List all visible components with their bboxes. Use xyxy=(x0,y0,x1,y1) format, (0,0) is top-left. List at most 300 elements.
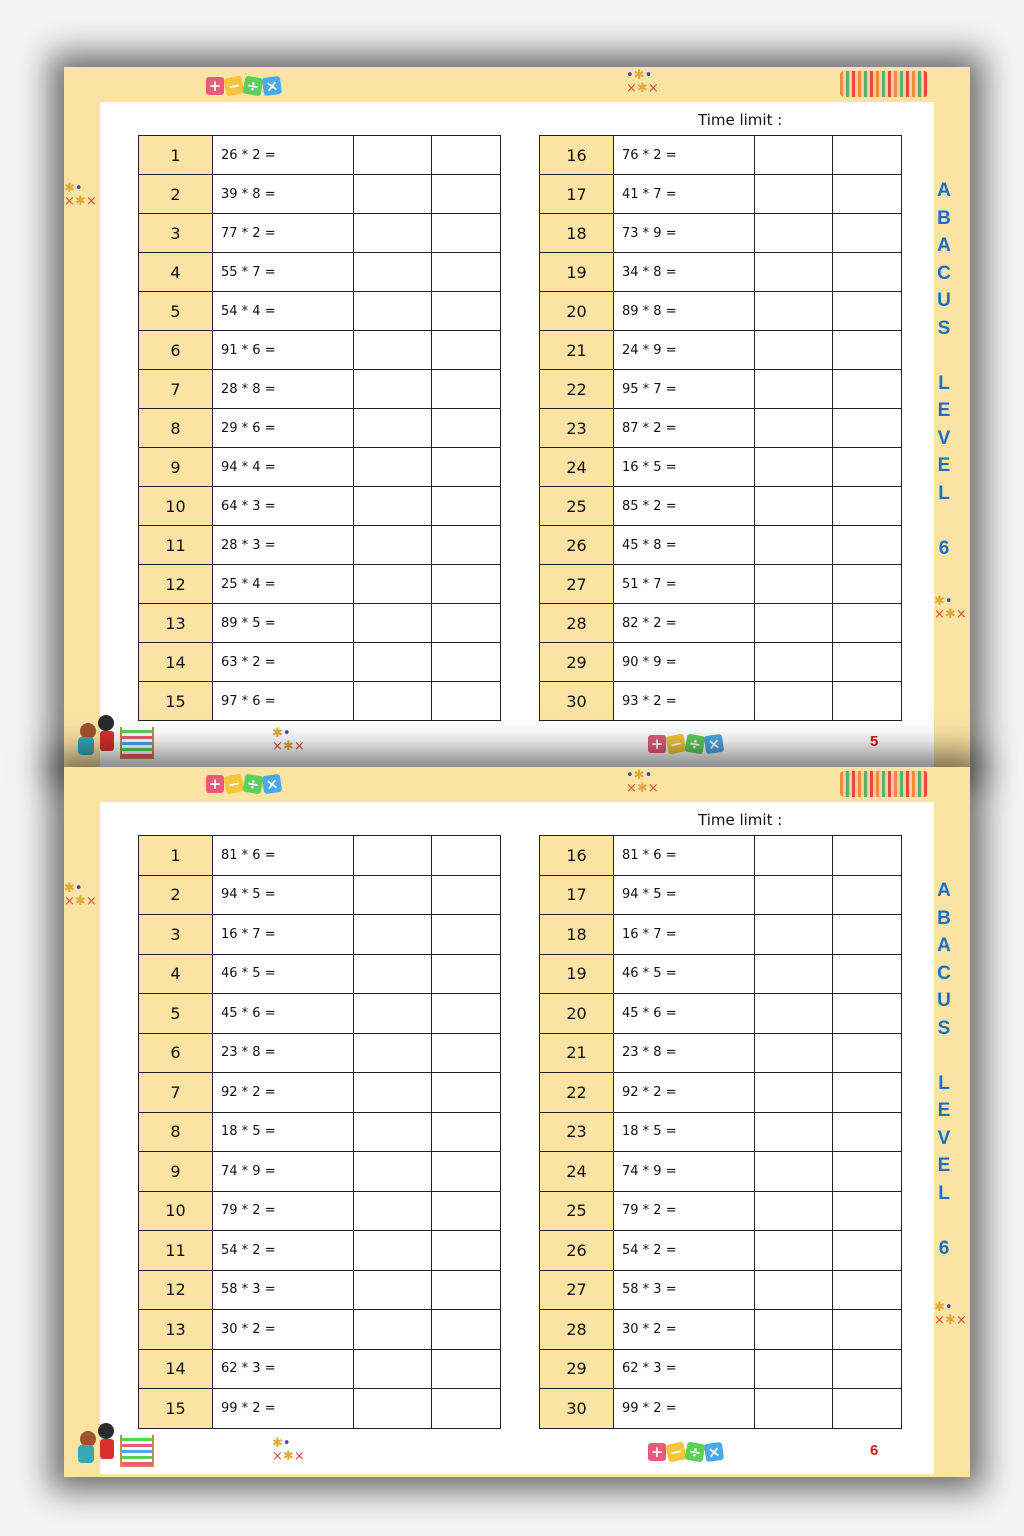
answer-cell[interactable] xyxy=(354,836,432,876)
problem-row xyxy=(139,448,501,487)
problem-number: 6 xyxy=(139,1033,213,1073)
problem-row xyxy=(139,136,501,175)
check-cell[interactable] xyxy=(432,370,501,409)
check-cell[interactable] xyxy=(432,1191,501,1231)
worksheet-content xyxy=(100,102,934,767)
problem-number: 19 xyxy=(540,253,614,292)
answer-cell[interactable] xyxy=(354,370,432,409)
problem-number: 16 xyxy=(540,836,614,876)
problem-number: 5 xyxy=(139,292,213,331)
problem-expression: 64 * 3 = xyxy=(213,487,354,526)
check-cell[interactable] xyxy=(432,1152,501,1192)
problem-number: 10 xyxy=(139,1191,213,1231)
problem-expression: 89 * 8 = xyxy=(614,292,755,331)
check-cell[interactable] xyxy=(432,136,501,175)
problem-row xyxy=(139,1033,501,1073)
problem-row xyxy=(540,1073,902,1113)
problem-table-right xyxy=(539,835,902,1429)
kids-abacus-illustration xyxy=(70,715,154,759)
problem-row xyxy=(540,875,902,915)
answer-cell[interactable] xyxy=(354,1231,432,1271)
check-cell[interactable] xyxy=(432,1073,501,1113)
side-label-letter: V xyxy=(937,427,951,449)
problem-number: 12 xyxy=(139,1270,213,1310)
problem-row xyxy=(540,1349,902,1389)
check-cell[interactable] xyxy=(432,682,501,721)
sparkle-icon: ✱• ×✱× xyxy=(64,181,97,209)
problem-expression: 73 * 9 = xyxy=(614,214,755,253)
problem-expression: 94 * 4 = xyxy=(213,448,354,487)
check-cell[interactable] xyxy=(432,175,501,214)
problem-expression: 99 * 2 = xyxy=(614,1389,755,1429)
problem-row xyxy=(139,253,501,292)
problem-expression: 79 * 2 = xyxy=(614,1191,755,1231)
check-cell[interactable] xyxy=(833,565,902,604)
problem-number: 27 xyxy=(540,565,614,604)
problem-number: 3 xyxy=(139,214,213,253)
answer-cell[interactable] xyxy=(755,565,833,604)
problem-row xyxy=(540,409,902,448)
worksheet-content xyxy=(100,802,934,1474)
check-cell[interactable] xyxy=(833,487,902,526)
check-cell[interactable] xyxy=(833,1112,902,1152)
problem-table-right xyxy=(539,135,902,721)
problem-row xyxy=(139,915,501,955)
problem-number: 1 xyxy=(139,836,213,876)
problem-row xyxy=(540,1033,902,1073)
check-cell[interactable] xyxy=(432,1310,501,1350)
answer-cell[interactable] xyxy=(354,1073,432,1113)
problem-number: 17 xyxy=(540,175,614,214)
side-label-letter: L xyxy=(938,1182,950,1204)
check-cell[interactable] xyxy=(833,643,902,682)
answer-cell[interactable] xyxy=(354,292,432,331)
check-cell[interactable] xyxy=(833,954,902,994)
check-cell[interactable] xyxy=(833,1349,902,1389)
time-limit-label: Time limit : xyxy=(698,111,783,129)
answer-cell[interactable] xyxy=(755,682,833,721)
problem-expression: 89 * 5 = xyxy=(213,604,354,643)
problem-number: 10 xyxy=(139,487,213,526)
answer-cell[interactable] xyxy=(354,253,432,292)
problem-row xyxy=(540,1310,902,1350)
side-label-letter: 6 xyxy=(938,537,950,559)
problem-row xyxy=(540,136,902,175)
answer-cell[interactable] xyxy=(755,1270,833,1310)
check-cell[interactable] xyxy=(432,331,501,370)
check-cell[interactable] xyxy=(833,1389,902,1429)
answer-cell[interactable] xyxy=(755,526,833,565)
check-cell[interactable] xyxy=(833,1310,902,1350)
problem-row xyxy=(540,954,902,994)
answer-cell[interactable] xyxy=(354,1310,432,1350)
check-cell[interactable] xyxy=(432,604,501,643)
check-cell[interactable] xyxy=(833,448,902,487)
problem-number: 23 xyxy=(540,1112,614,1152)
check-cell[interactable] xyxy=(432,526,501,565)
problem-row xyxy=(139,370,501,409)
answer-cell[interactable] xyxy=(354,1270,432,1310)
answer-cell[interactable] xyxy=(354,915,432,955)
answer-cell[interactable] xyxy=(755,836,833,876)
problem-expression: 51 * 7 = xyxy=(614,565,755,604)
answer-cell[interactable] xyxy=(354,487,432,526)
answer-cell[interactable] xyxy=(755,994,833,1034)
problem-expression: 28 * 8 = xyxy=(213,370,354,409)
answer-cell[interactable] xyxy=(354,1033,432,1073)
problem-row xyxy=(540,487,902,526)
check-cell[interactable] xyxy=(833,409,902,448)
problem-number: 28 xyxy=(540,604,614,643)
answer-cell[interactable] xyxy=(354,175,432,214)
check-cell[interactable] xyxy=(432,565,501,604)
answer-cell[interactable] xyxy=(755,214,833,253)
math-operators-icon: + − ÷ × xyxy=(648,735,723,753)
check-cell[interactable] xyxy=(833,292,902,331)
problem-row xyxy=(139,875,501,915)
problem-row xyxy=(540,1191,902,1231)
problem-expression: 25 * 4 = xyxy=(213,565,354,604)
check-cell[interactable] xyxy=(432,1349,501,1389)
page-number: 6 xyxy=(870,1442,879,1459)
problem-row xyxy=(540,370,902,409)
problem-number: 21 xyxy=(540,331,614,370)
check-cell[interactable] xyxy=(833,682,902,721)
side-label-letter: A xyxy=(937,935,951,956)
side-label-letter: U xyxy=(937,990,951,1011)
problem-number: 13 xyxy=(139,604,213,643)
problem-number: 18 xyxy=(540,915,614,955)
problem-row xyxy=(139,1349,501,1389)
problem-number: 4 xyxy=(139,253,213,292)
problem-number: 29 xyxy=(540,1349,614,1389)
side-label-letter xyxy=(934,1042,954,1070)
answer-cell[interactable] xyxy=(354,1112,432,1152)
problem-number: 1 xyxy=(139,136,213,175)
check-cell[interactable] xyxy=(833,1152,902,1192)
answer-cell[interactable] xyxy=(354,136,432,175)
answer-cell[interactable] xyxy=(354,643,432,682)
check-cell[interactable] xyxy=(432,836,501,876)
answer-cell[interactable] xyxy=(755,604,833,643)
problem-expression: 82 * 2 = xyxy=(614,604,755,643)
check-cell[interactable] xyxy=(833,370,902,409)
answer-cell[interactable] xyxy=(354,331,432,370)
problem-expression: 92 * 2 = xyxy=(213,1073,354,1113)
check-cell[interactable] xyxy=(833,136,902,175)
answer-cell[interactable] xyxy=(755,915,833,955)
answer-cell[interactable] xyxy=(354,214,432,253)
worksheet-page-5 xyxy=(64,67,970,767)
problem-expression: 55 * 7 = xyxy=(213,253,354,292)
side-label-letter xyxy=(934,1207,954,1235)
kids-abacus-illustration xyxy=(70,1423,154,1467)
problem-number: 26 xyxy=(540,1231,614,1271)
problem-number: 14 xyxy=(139,643,213,682)
side-label-letter: L xyxy=(938,1072,950,1094)
answer-cell[interactable] xyxy=(755,643,833,682)
check-cell[interactable] xyxy=(432,409,501,448)
answer-cell[interactable] xyxy=(354,526,432,565)
sparkle-icon: ✱• ×✱× xyxy=(934,1300,967,1328)
problem-table-left xyxy=(138,835,501,1429)
problem-row xyxy=(139,565,501,604)
check-cell[interactable] xyxy=(833,915,902,955)
problem-row xyxy=(540,1112,902,1152)
side-label-letter: L xyxy=(938,482,950,504)
problem-row xyxy=(540,1231,902,1271)
problem-number: 25 xyxy=(540,1191,614,1231)
check-cell[interactable] xyxy=(833,253,902,292)
problem-row xyxy=(540,565,902,604)
answer-cell[interactable] xyxy=(354,1152,432,1192)
answer-cell[interactable] xyxy=(755,1033,833,1073)
problem-expression: 92 * 2 = xyxy=(614,1073,755,1113)
answer-cell[interactable] xyxy=(354,565,432,604)
side-label-letter: E xyxy=(937,1155,951,1176)
problem-expression: 74 * 9 = xyxy=(213,1152,354,1192)
page-number: 5 xyxy=(870,733,879,750)
check-cell[interactable] xyxy=(432,954,501,994)
problem-number: 8 xyxy=(139,409,213,448)
check-cell[interactable] xyxy=(432,292,501,331)
side-label-letter: E xyxy=(937,400,951,421)
side-label-letter: S xyxy=(937,317,951,339)
answer-cell[interactable] xyxy=(755,1310,833,1350)
problem-number: 18 xyxy=(540,214,614,253)
problem-expression: 46 * 5 = xyxy=(213,954,354,994)
answer-cell[interactable] xyxy=(755,1152,833,1192)
problem-expression: 58 * 3 = xyxy=(213,1270,354,1310)
answer-cell[interactable] xyxy=(755,253,833,292)
problem-row xyxy=(139,1310,501,1350)
problem-expression: 16 * 7 = xyxy=(614,915,755,955)
side-label-letter xyxy=(934,507,954,535)
problem-expression: 81 * 6 = xyxy=(614,836,755,876)
problem-expression: 85 * 2 = xyxy=(614,487,755,526)
problem-expression: 18 * 5 = xyxy=(614,1112,755,1152)
problem-row xyxy=(139,409,501,448)
problem-number: 20 xyxy=(540,292,614,331)
problem-row xyxy=(139,1231,501,1271)
problem-number: 20 xyxy=(540,994,614,1034)
problem-row xyxy=(540,175,902,214)
check-cell[interactable] xyxy=(432,915,501,955)
answer-cell[interactable] xyxy=(354,1349,432,1389)
check-cell[interactable] xyxy=(833,604,902,643)
problem-number: 6 xyxy=(139,331,213,370)
check-cell[interactable] xyxy=(833,1073,902,1113)
math-operators-icon: + − ÷ × xyxy=(206,775,281,793)
check-cell[interactable] xyxy=(432,214,501,253)
check-cell[interactable] xyxy=(432,448,501,487)
problem-row xyxy=(540,994,902,1034)
answer-cell[interactable] xyxy=(354,409,432,448)
answer-cell[interactable] xyxy=(755,1073,833,1113)
problem-row xyxy=(540,214,902,253)
abacus-icon xyxy=(840,771,928,797)
problem-expression: 41 * 7 = xyxy=(614,175,755,214)
sparkle-icon: ✱• ×✱× xyxy=(272,726,305,754)
problem-row xyxy=(139,1389,501,1429)
answer-cell[interactable] xyxy=(354,1191,432,1231)
problem-expression: 16 * 5 = xyxy=(614,448,755,487)
check-cell[interactable] xyxy=(432,1270,501,1310)
math-operators-icon: + − ÷ × xyxy=(648,1443,723,1461)
check-cell[interactable] xyxy=(833,875,902,915)
problem-row xyxy=(139,954,501,994)
sparkle-icon: ✱• ×✱× xyxy=(64,881,97,909)
check-cell[interactable] xyxy=(432,1033,501,1073)
problem-number: 9 xyxy=(139,1152,213,1192)
problem-number: 15 xyxy=(139,682,213,721)
side-label-letter: A xyxy=(937,235,951,256)
problem-number: 11 xyxy=(139,526,213,565)
answer-cell[interactable] xyxy=(755,370,833,409)
check-cell[interactable] xyxy=(432,487,501,526)
answer-cell[interactable] xyxy=(354,1389,432,1429)
problem-expression: 62 * 3 = xyxy=(614,1349,755,1389)
answer-cell[interactable] xyxy=(755,487,833,526)
answer-cell[interactable] xyxy=(354,604,432,643)
answer-cell[interactable] xyxy=(755,1112,833,1152)
problem-expression: 58 * 3 = xyxy=(614,1270,755,1310)
check-cell[interactable] xyxy=(432,643,501,682)
problem-expression: 23 * 8 = xyxy=(213,1033,354,1073)
problem-number: 27 xyxy=(540,1270,614,1310)
answer-cell[interactable] xyxy=(755,136,833,175)
problem-number: 21 xyxy=(540,1033,614,1073)
problem-number: 3 xyxy=(139,915,213,955)
problem-row xyxy=(540,448,902,487)
check-cell[interactable] xyxy=(833,331,902,370)
answer-cell[interactable] xyxy=(755,175,833,214)
sparkle-icon: ✱• ×✱× xyxy=(272,1436,305,1464)
problem-number: 26 xyxy=(540,526,614,565)
problem-row xyxy=(139,994,501,1034)
answer-cell[interactable] xyxy=(755,875,833,915)
problem-number: 25 xyxy=(540,487,614,526)
check-cell[interactable] xyxy=(833,1231,902,1271)
problem-expression: 90 * 9 = xyxy=(614,643,755,682)
check-cell[interactable] xyxy=(833,1033,902,1073)
check-cell[interactable] xyxy=(432,994,501,1034)
answer-cell[interactable] xyxy=(354,875,432,915)
problem-number: 2 xyxy=(139,875,213,915)
abacus-level-label xyxy=(934,877,954,1262)
problem-expression: 63 * 2 = xyxy=(213,643,354,682)
problem-expression: 45 * 6 = xyxy=(614,994,755,1034)
check-cell[interactable] xyxy=(432,1231,501,1271)
side-label-letter: U xyxy=(937,290,951,311)
check-cell[interactable] xyxy=(833,836,902,876)
problem-expression: 77 * 2 = xyxy=(213,214,354,253)
check-cell[interactable] xyxy=(833,214,902,253)
problem-expression: 23 * 8 = xyxy=(614,1033,755,1073)
problem-number: 30 xyxy=(540,1389,614,1429)
answer-cell[interactable] xyxy=(354,954,432,994)
problem-row xyxy=(540,604,902,643)
answer-cell[interactable] xyxy=(755,331,833,370)
time-limit-label: Time limit : xyxy=(698,811,783,829)
check-cell[interactable] xyxy=(833,175,902,214)
problem-expression: 39 * 8 = xyxy=(213,175,354,214)
problem-expression: 30 * 2 = xyxy=(213,1310,354,1350)
problem-expression: 93 * 2 = xyxy=(614,682,755,721)
check-cell[interactable] xyxy=(833,526,902,565)
problem-number: 11 xyxy=(139,1231,213,1271)
problem-expression: 94 * 5 = xyxy=(213,875,354,915)
problem-number: 30 xyxy=(540,682,614,721)
check-cell[interactable] xyxy=(833,1191,902,1231)
problem-expression: 74 * 9 = xyxy=(614,1152,755,1192)
side-label-letter: 6 xyxy=(938,1237,950,1259)
problem-row xyxy=(139,214,501,253)
check-cell[interactable] xyxy=(432,1389,501,1429)
check-cell[interactable] xyxy=(833,1270,902,1310)
problem-row xyxy=(139,1152,501,1192)
problem-row xyxy=(139,682,501,721)
problem-expression: 45 * 6 = xyxy=(213,994,354,1034)
problem-expression: 45 * 8 = xyxy=(614,526,755,565)
problem-row xyxy=(139,331,501,370)
problem-expression: 54 * 2 = xyxy=(213,1231,354,1271)
answer-cell[interactable] xyxy=(755,1389,833,1429)
problem-expression: 24 * 9 = xyxy=(614,331,755,370)
answer-cell[interactable] xyxy=(354,448,432,487)
answer-cell[interactable] xyxy=(755,1349,833,1389)
problem-row xyxy=(540,682,902,721)
answer-cell[interactable] xyxy=(755,954,833,994)
problem-number: 16 xyxy=(540,136,614,175)
problem-number: 22 xyxy=(540,370,614,409)
problem-expression: 62 * 3 = xyxy=(213,1349,354,1389)
check-cell[interactable] xyxy=(833,994,902,1034)
side-label-letter xyxy=(934,342,954,370)
problem-number: 2 xyxy=(139,175,213,214)
answer-cell[interactable] xyxy=(354,994,432,1034)
problem-row xyxy=(139,1073,501,1113)
problem-number: 15 xyxy=(139,1389,213,1429)
sparkle-icon: •✱• ×✱× xyxy=(626,768,659,796)
check-cell[interactable] xyxy=(432,875,501,915)
math-operators-icon: + − ÷ × xyxy=(206,77,281,95)
check-cell[interactable] xyxy=(432,253,501,292)
answer-cell[interactable] xyxy=(354,682,432,721)
problem-row xyxy=(139,1270,501,1310)
problem-expression: 87 * 2 = xyxy=(614,409,755,448)
answer-cell[interactable] xyxy=(755,448,833,487)
side-label-letter: B xyxy=(937,907,951,929)
side-label-letter: S xyxy=(937,1017,951,1039)
problem-expression: 99 * 2 = xyxy=(213,1389,354,1429)
problem-row xyxy=(139,836,501,876)
answer-cell[interactable] xyxy=(755,1191,833,1231)
answer-cell[interactable] xyxy=(755,409,833,448)
problem-number: 14 xyxy=(139,1349,213,1389)
problem-row xyxy=(540,915,902,955)
side-label-letter: E xyxy=(937,455,951,476)
problem-expression: 34 * 8 = xyxy=(614,253,755,292)
problem-number: 24 xyxy=(540,448,614,487)
problem-expression: 79 * 2 = xyxy=(213,1191,354,1231)
check-cell[interactable] xyxy=(432,1112,501,1152)
problem-number: 23 xyxy=(540,409,614,448)
answer-cell[interactable] xyxy=(755,1231,833,1271)
answer-cell[interactable] xyxy=(755,292,833,331)
side-label-letter: V xyxy=(937,1127,951,1149)
problem-expression: 54 * 4 = xyxy=(213,292,354,331)
